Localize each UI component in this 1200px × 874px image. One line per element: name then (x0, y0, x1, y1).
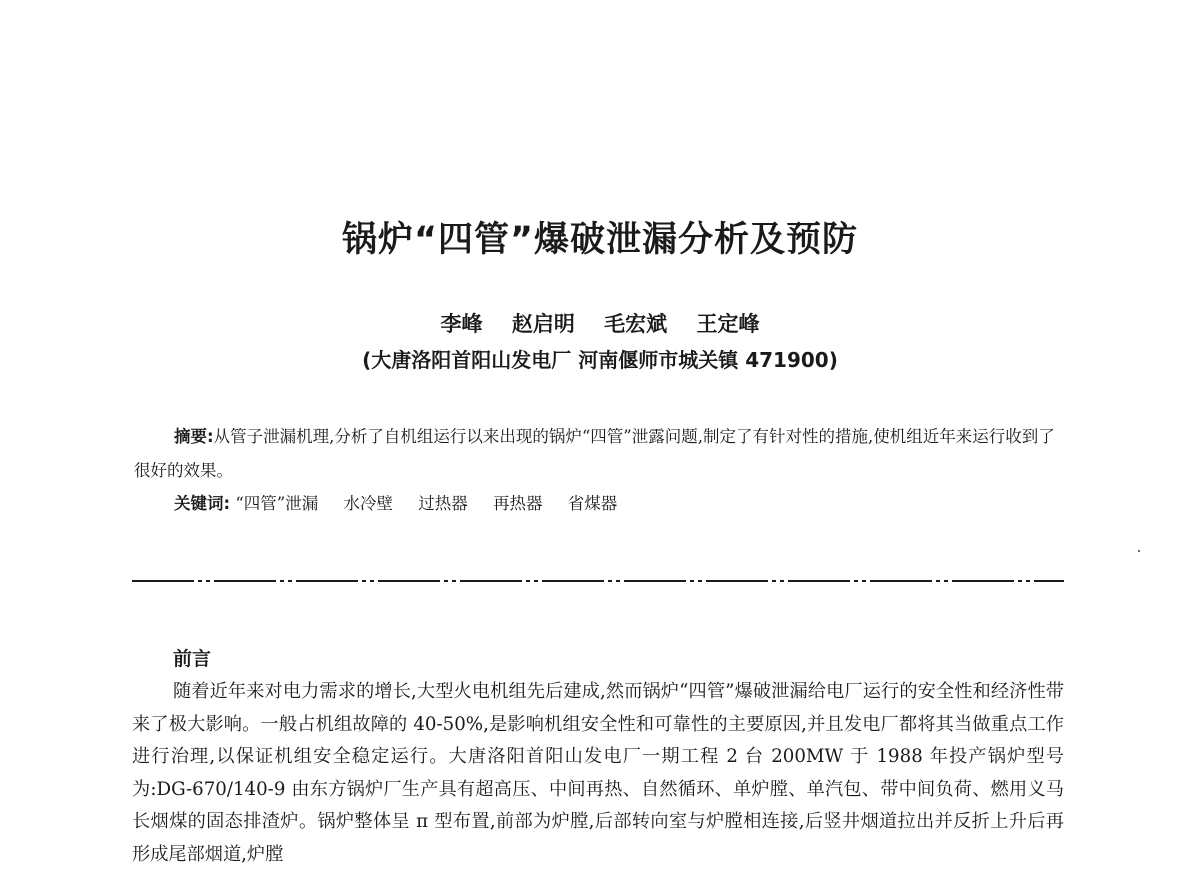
section-divider (132, 580, 1064, 582)
keywords-label: 关键词: (174, 494, 231, 513)
author-name: 李峰 (440, 312, 483, 336)
keyword: 过热器 (418, 494, 468, 513)
section-body: 随着近年来对电力需求的增长,大型火电机组先后建成,然而锅炉“四管”爆破泄漏给电厂运行的安全性和经济性带来了极大影响。一般占机组故障的 40-50%,是影响机组安全性和可靠性的主要原因,并且发电厂都将其当做重点工作进行治理,以保证机组安全稳定运行。大唐洛阳首阳山发电厂一期工程 2 台 200MW 于 1988 年投产锅炉型号为:DG-670/140-9 由东方锅炉厂生产具有超高压、中间再热、自然循环、单炉膛、单汽包、带中间负荷、燃用义马长烟煤的固态排渣炉。锅炉整体呈 π 型布置,前部为炉膛,后部转向室与炉膛相连接,后竖井烟道拉出并反折上升后再形成尾部烟道,炉膛 (132, 681, 1064, 865)
keyword: 再热器 (492, 494, 543, 513)
author-name: 毛宏斌 (604, 312, 668, 336)
keyword: 水冷壁 (343, 494, 393, 513)
abstract (134, 420, 1064, 488)
keywords (174, 487, 1064, 521)
section-heading: 前言 (173, 648, 212, 670)
keyword: “四管”泄漏 (235, 494, 319, 513)
abstract-text: 从管子泄漏机理,分析了自机组运行以来出现的锅炉“四管”泄露问题,制定了有针对性的措施,使机组近年来运行收到了很好的效果。 (134, 427, 1055, 480)
author-name: 王定峰 (696, 312, 760, 336)
keyword: 省煤器 (567, 494, 618, 513)
author-affiliation: (大唐洛阳首阳山发电厂 河南偃师市城关镇 471900) (362, 348, 838, 372)
author-list (0, 308, 1200, 338)
paper-title: 锅炉“四管”爆破泄漏分析及预防 (341, 220, 858, 260)
scan-speck (1138, 550, 1140, 552)
abstract-label: 摘要: (174, 427, 214, 446)
author-name: 赵启明 (511, 312, 575, 336)
